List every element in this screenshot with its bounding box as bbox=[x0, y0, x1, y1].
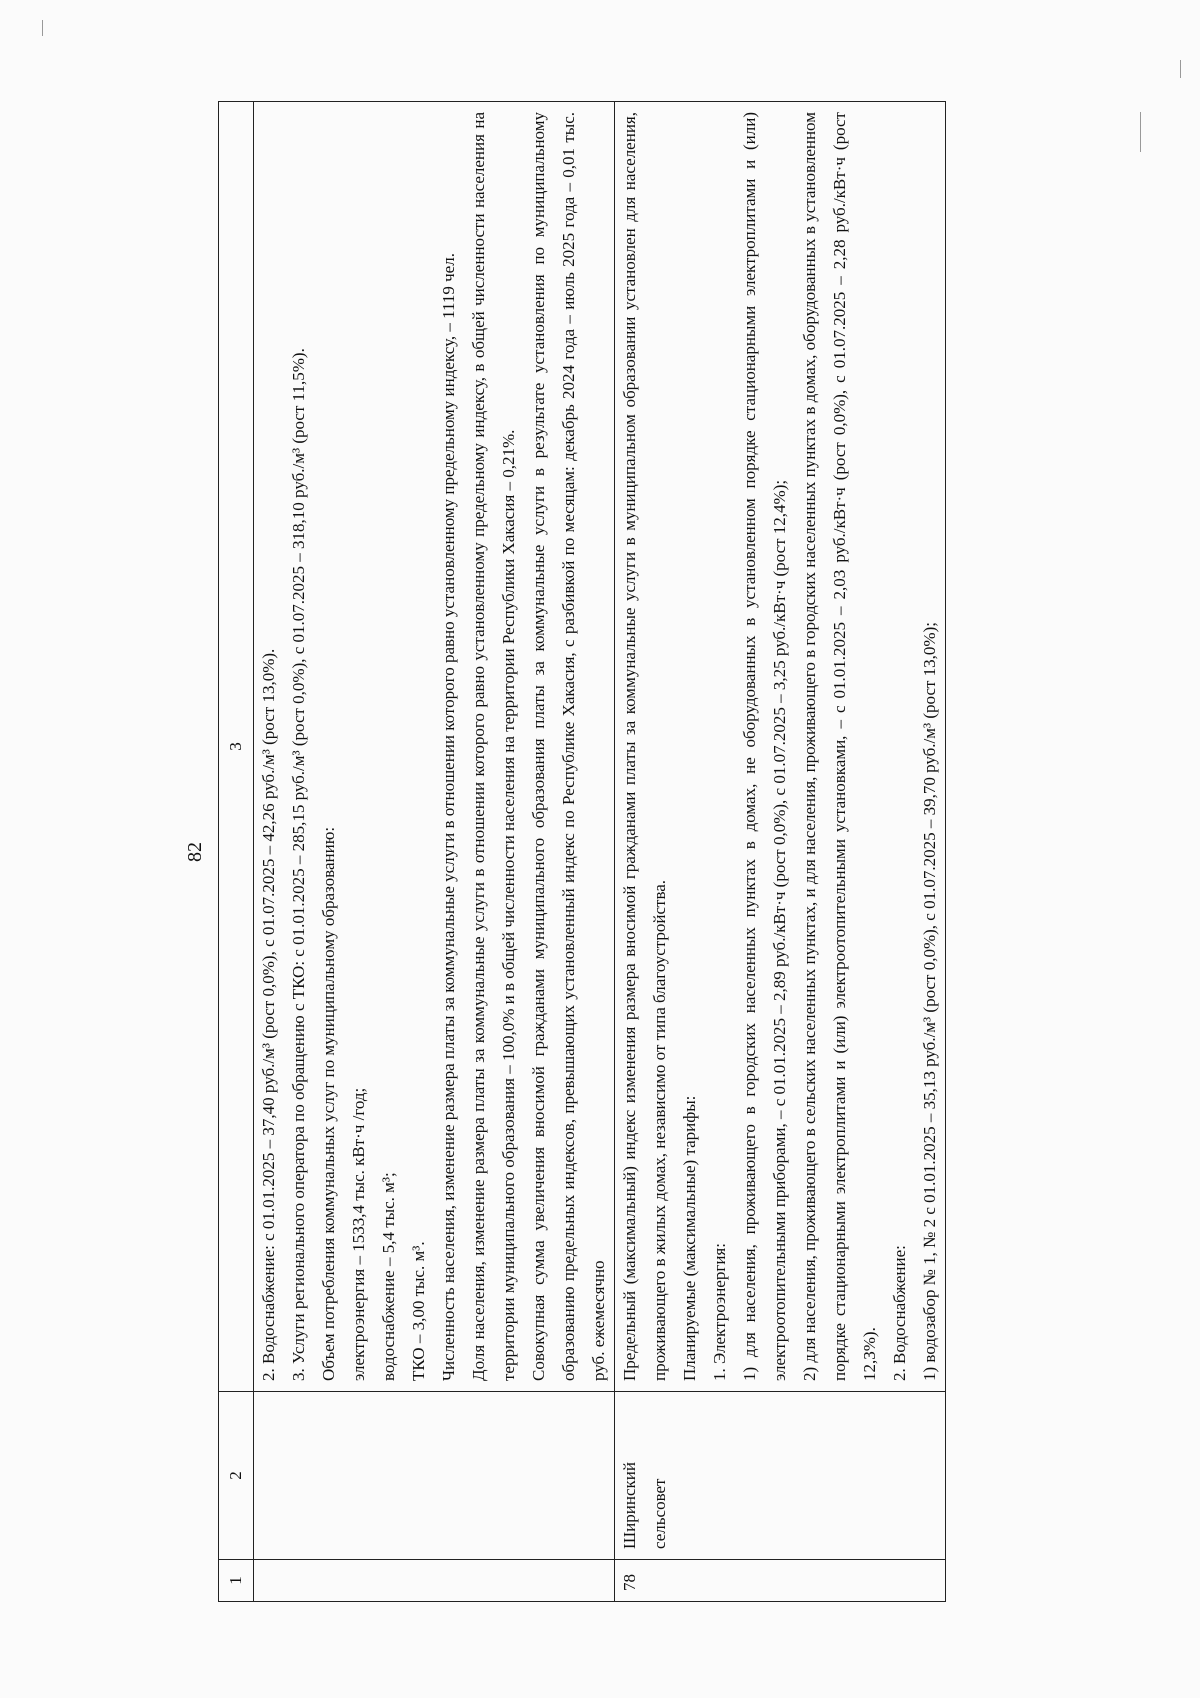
municipality-cell: Ширинский сельсовет bbox=[615, 1392, 946, 1560]
scan-mark bbox=[1140, 112, 1141, 152]
description-cell bbox=[615, 102, 946, 1392]
text-line: 2) для населения, проживающего в сельских населенных пунктах, и для населения, проживающего в городских населенных пунктах в домах, оборудованных в установленном порядке стационарными электроплитами и (или) электроотопительными установками, – с 01.01.2025 – 2,03 руб./кВт·ч (рост 0,0%), с 01.07.2025 – 2,28 руб./кВт·ч (рост 12,3%). bbox=[800, 112, 879, 1381]
text-line: 2. Водоснабжение: с 01.01.2025 – 37,40 руб./м³ (рост 0,0%), с 01.07.2025 – 42,26 руб./м³ (рост 13,0%). bbox=[259, 648, 278, 1381]
text-line: 3. Услуги регионального оператора по обращению с ТКО: с 01.01.2025 – 285,15 руб./м³ (рост 0,0%), с 01.07.2025 – 318,10 руб./м³ (рост 11,5%). bbox=[289, 348, 308, 1381]
row-number-cell bbox=[254, 1560, 615, 1602]
text-line: Объем потребления коммунальных услуг по муниципальному образованию: bbox=[319, 826, 338, 1381]
text-line: Численность населения, изменение размера платы за коммунальные услуги в отношении которого равно установленному предельному индексу, – 1119 чел. bbox=[439, 253, 458, 1381]
text-line: 1) водозабор № 1, № 2 с 01.01.2025 – 35,13 руб./м³ (рост 0,0%), с 01.07.2025 – 39,70 руб./м³ (рост 13,0%); bbox=[920, 622, 939, 1381]
text-line: Предельный (максимальный) индекс изменения размера вносимой гражданами платы за коммунальные услуги в муниципальном образовании установлен для населения, проживающего в жилых домах, независимо от типа благоустройства. bbox=[620, 112, 669, 1381]
text-line: 1) для населения, проживающего в городских населенных пунктах в домах, не оборудованных в установленном порядке стационарными электроплитами и (или) электроотопительными приборами, – с 01.01.2025 – 2,89 руб./кВт·ч (рост 0,0%), с 01.07.2025 – 3,25 руб./кВт·ч (рост 12,4%); bbox=[740, 112, 789, 1381]
header-col-1: 1 bbox=[219, 1560, 254, 1602]
text-line: водоснабжение – 5,4 тыс. м³; bbox=[379, 1172, 398, 1381]
rotated-sheet bbox=[180, 102, 1036, 1602]
scan-mark bbox=[1180, 60, 1181, 78]
description-cell bbox=[254, 102, 615, 1392]
text-line: Планируемые (максимальные) тарифы: bbox=[680, 1095, 699, 1381]
text-line: Совокупная сумма увеличения вносимой гражданами муниципального образования платы за коммунальные услуги в результате установления по муниципальному образованию предельных индексов, превышающих установленный индекс по Республике Хакасия, с разбивкой по месяцам: декабрь 2024 года – июль 2025 года – 0,01 тыс. руб. ежемесячно bbox=[529, 112, 608, 1381]
municipality-cell bbox=[254, 1392, 615, 1560]
text-line: Доля населения, изменение размера платы за коммунальные услуги в отношении которого равно установленному предельному индексу, в общей численности населения на территории муниципального образования – 100,0% и в общей численности населения на территории Республики Хакасия – 0,21%. bbox=[469, 112, 518, 1381]
header-col-2: 2 bbox=[219, 1392, 254, 1560]
page-number: 82 bbox=[184, 842, 206, 862]
table-row-78 bbox=[615, 102, 946, 1602]
tariff-table bbox=[218, 101, 946, 1602]
text-line: 2. Водоснабжение: bbox=[890, 1245, 909, 1381]
scan-mark bbox=[42, 20, 43, 36]
row-number-cell: 78 bbox=[615, 1560, 946, 1602]
header-row bbox=[219, 102, 254, 1602]
table-row-continued bbox=[254, 102, 615, 1602]
text-line: электроэнергия – 1533,4 тыс. кВт·ч /год; bbox=[349, 1087, 368, 1381]
header-col-3: 3 bbox=[219, 102, 254, 1392]
text-line: 1. Электроэнергия: bbox=[710, 1243, 729, 1381]
text-line: ТКО – 3,00 тыс. м³. bbox=[409, 1241, 428, 1381]
